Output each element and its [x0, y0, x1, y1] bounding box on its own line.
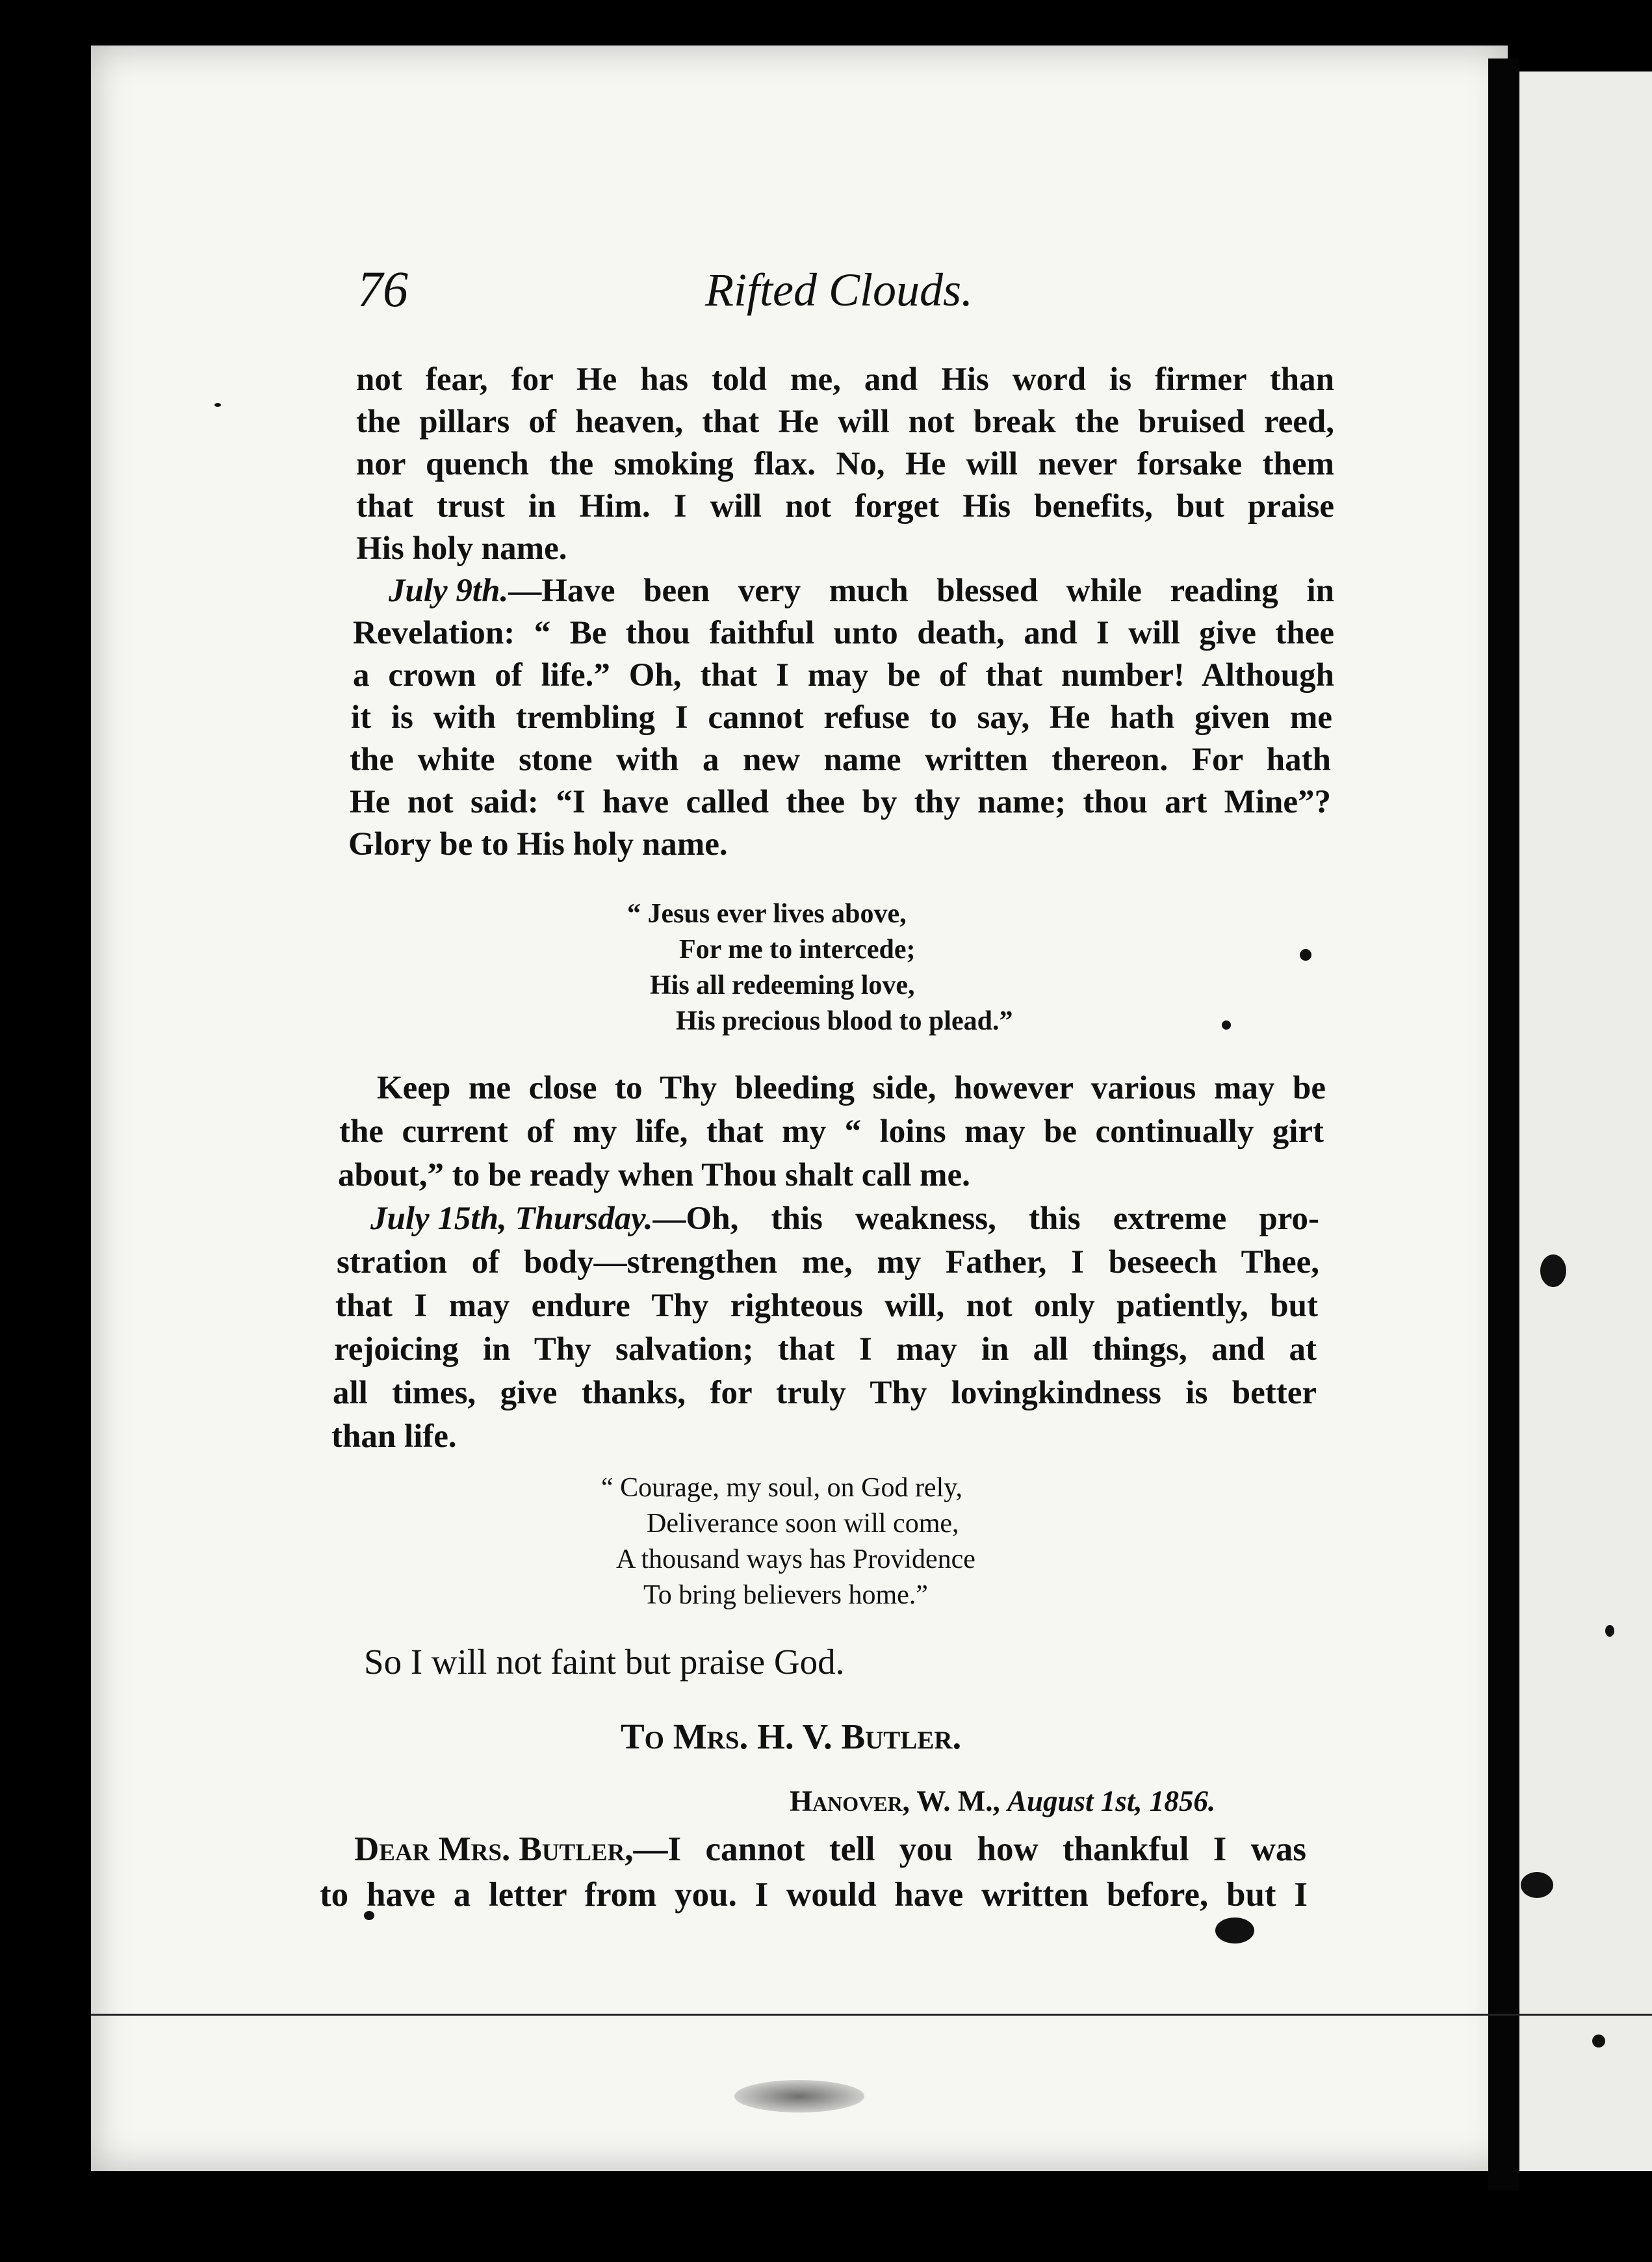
diary-entry-line	[370, 1200, 1319, 1238]
entry-text: —Have been very much blessed while reading in	[508, 573, 1334, 609]
diary-entry-line: the white stone with a new name written thereon. For hath	[350, 742, 1331, 778]
diary-entry-line: a crown of life.” Oh, that I may be of that number! Although	[353, 657, 1334, 694]
letter-heading: To Mrs. H. V. Butler.	[621, 1717, 962, 1756]
speck	[1300, 949, 1311, 961]
closing-line: So I will not faint but praise God.	[364, 1642, 845, 1682]
speck	[1540, 1254, 1566, 1287]
speck	[1592, 2034, 1605, 2048]
entry-date: July 15th, Thursday.	[370, 1201, 653, 1237]
diary-entry-line: He not said: “I have called thee by thy name; thou art Mine”?	[350, 784, 1331, 820]
speck	[1222, 1020, 1231, 1030]
diary-entry-line: stration of body—strengthen me, my Father, I beseech Thee,	[337, 1244, 1319, 1280]
paragraph-line: Keep me close to Thy bleeding side, however various may be	[377, 1070, 1326, 1106]
letter-salutation: Dear Mrs. Butler,	[354, 1830, 634, 1868]
diary-entry-line: Revelation: “ Be thou faithful unto death, and I will give thee	[353, 615, 1334, 651]
entry-text: —Oh, this weakness, this extreme pro-	[652, 1201, 1319, 1237]
verse-line: “ Jesus ever lives above,	[627, 899, 907, 929]
letter-place: Hanover, W. M.,	[790, 1785, 1000, 1817]
letter-place-date	[790, 1784, 1215, 1818]
speck	[1521, 1872, 1553, 1898]
verse-line: For me to intercede;	[679, 935, 916, 965]
speck	[214, 403, 221, 407]
diary-entry-line: that I may endure Thy righteous will, not only patiently, but	[335, 1288, 1318, 1324]
letter-line	[354, 1830, 1306, 1869]
paragraph-line: not fear, for He has told me, and His word is firmer than	[356, 361, 1334, 398]
ink-smudge	[734, 2080, 864, 2112]
running-title: Rifted Clouds.	[705, 264, 973, 316]
verse-line: Deliverance soon will come,	[647, 1509, 959, 1539]
scan-edge-line	[91, 2014, 1652, 2016]
diary-entry-line	[389, 572, 1334, 610]
page-number: 76	[357, 261, 408, 317]
verse-line: A thousand ways has Providence	[616, 1544, 975, 1574]
letter-line: to have a letter from you. I would have written before, but I	[320, 1876, 1308, 1914]
facing-page-edge	[1514, 72, 1652, 2171]
diary-entry-line: Glory be to His holy name.	[348, 826, 728, 863]
verse-line: His all redeeming love,	[650, 970, 915, 1000]
paragraph-line: the pillars of heaven, that He will not break the bruised reed,	[356, 404, 1334, 440]
diary-entry-line: it is with trembling I cannot refuse to say, He hath given me	[351, 699, 1332, 736]
speck	[1605, 1625, 1614, 1637]
diary-entry-line: all times, give thanks, for truly Thy lovingkindness is better	[333, 1375, 1317, 1411]
paragraph-line: that trust in Him. I will not forget His benefits, but praise	[356, 488, 1334, 525]
letter-date: August 1st, 1856.	[1007, 1785, 1216, 1817]
page-gutter-shadow	[1488, 58, 1519, 2190]
speck	[1215, 1918, 1254, 1944]
letter-text: —I cannot tell you how thankful I was	[633, 1830, 1306, 1868]
verse-line: “ Courage, my soul, on God rely,	[601, 1473, 963, 1503]
paragraph-line: His holy name.	[356, 530, 567, 567]
diary-entry-line: than life.	[331, 1418, 457, 1455]
diary-entry-line: rejoicing in Thy salvation; that I may in all things, and at	[334, 1331, 1317, 1368]
entry-date: July 9th.	[389, 573, 509, 609]
paragraph-line: nor quench the smoking flax. No, He will never forsake them	[356, 446, 1334, 482]
verse-line: To bring believers home.”	[643, 1580, 928, 1610]
paragraph-line: the current of my life, that my “ loins may be continually girt	[339, 1113, 1324, 1150]
paragraph-line: about,” to be ready when Thou shalt call me.	[338, 1157, 970, 1193]
verse-line: His precious blood to plead.”	[676, 1006, 1013, 1036]
